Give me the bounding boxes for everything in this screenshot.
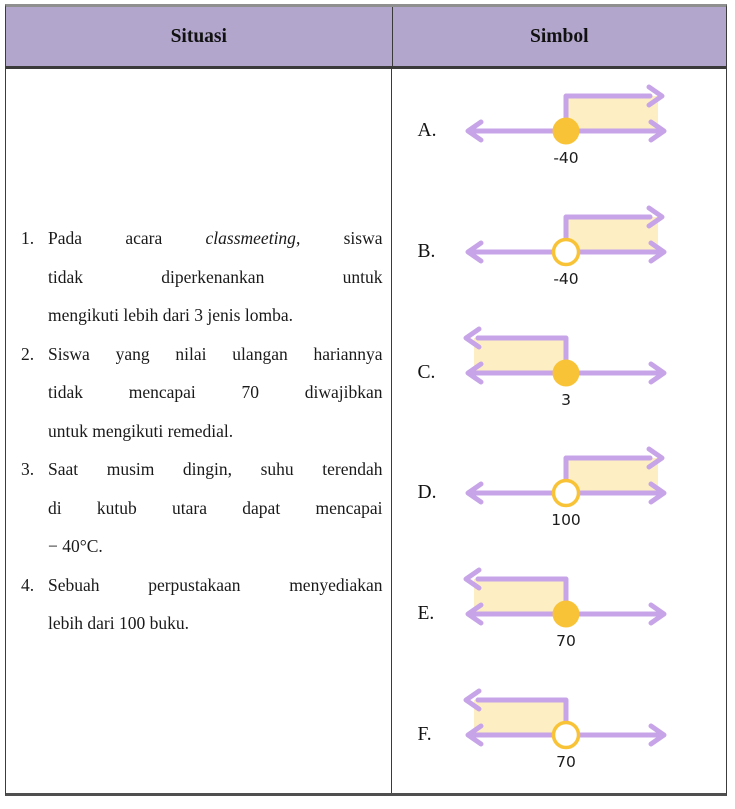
situation-number: 1. [21,228,35,249]
situation-line [48,489,383,528]
point-value-label: 3 [560,390,571,409]
situation-text-italic: classmeeting [205,228,296,249]
point-value-label: -40 [552,269,579,288]
table-header-row [6,7,726,69]
situation-line [48,604,383,643]
number-line-diagram-C [460,311,672,415]
situation-text [48,219,383,335]
situation-text-segment: di kutub utara dapat mencapai [48,497,383,518]
situation-text-segment: tidak mencapai 70 diwajibkan [48,382,383,403]
header-cell-simbol: Simbol [529,25,589,47]
situation-text-segment: − 40°C. [48,536,103,557]
header-cell-situasi: Situasi [6,7,393,66]
situation-text-segment: Saat musim dingin, suhu terendah [48,459,383,480]
symbol-label: B. [417,240,436,262]
symbol-row-F [392,673,727,777]
point-circle-open [553,722,578,747]
number-line-diagram-E [460,552,672,656]
symbol-row-B [392,190,727,294]
symbol-label: D. [417,482,437,504]
number-line-diagram-A [460,69,672,173]
number-line-diagram-F [460,673,672,777]
situation-line [48,219,383,258]
situation-text-segment: Siswa yang nilai ulangan hariannya [48,343,383,364]
situation-item-1 [18,219,383,335]
symbol-label: C. [417,361,436,383]
situation-text [48,450,383,566]
situation-text-segment: untuk mengikuti remedial. [48,420,234,441]
symbol-label: A. [417,120,437,141]
situation-line [48,412,383,451]
number-line-diagram-B [460,190,672,294]
situation-line [48,450,383,489]
situation-text-segment: lebih dari 100 buku. [48,613,189,634]
situation-line [48,335,383,374]
situation-number: 4. [21,574,35,595]
shade-region [474,700,566,735]
situation-text-segment: Sebuah perpustakaan menyediakan [48,574,383,595]
situation-line [48,258,383,297]
situation-text-segment: Pada acara [48,228,206,249]
situation-item-3 [18,450,383,566]
shade-region [566,96,658,131]
symbol-list [392,69,727,793]
worksheet-table [5,4,727,796]
shade-region [566,458,658,493]
situation-text [48,566,383,643]
situation-item-4 [18,566,383,643]
point-circle-filled [552,118,579,145]
symbol-row-E [392,552,727,656]
situation-line [48,566,383,605]
symbol-label: E. [417,603,435,625]
situation-line [48,296,383,335]
symbol-label: F. [417,723,432,745]
table-body-row [6,69,726,793]
point-value-label: 100 [550,511,581,530]
situation-list [6,69,392,793]
number-line-diagram-D [460,431,672,535]
situation-line [48,373,383,412]
symbol-row-D [392,431,727,535]
situation-text-segment: tidak diperkenankan untuk [48,266,383,287]
shade-region [474,338,566,373]
shade-region [474,579,566,614]
point-circle-filled [552,601,579,628]
point-circle-open [553,239,578,264]
point-circle-filled [552,359,579,386]
point-value-label: -40 [552,149,579,167]
symbol-row-C [392,311,727,415]
point-value-label: 70 [555,632,576,651]
shade-region [566,217,658,252]
situation-text [48,335,383,451]
situation-line [48,527,383,566]
situation-number: 2. [21,343,35,364]
situation-item-2 [18,335,383,451]
point-circle-open [553,481,578,506]
situation-text-segment: , siswa [295,228,383,249]
symbol-row-A [392,69,727,173]
situation-number: 3. [21,459,35,480]
point-value-label: 70 [555,752,576,771]
situation-text-segment: mengikuti lebih dari 3 jenis lomba. [48,305,293,326]
